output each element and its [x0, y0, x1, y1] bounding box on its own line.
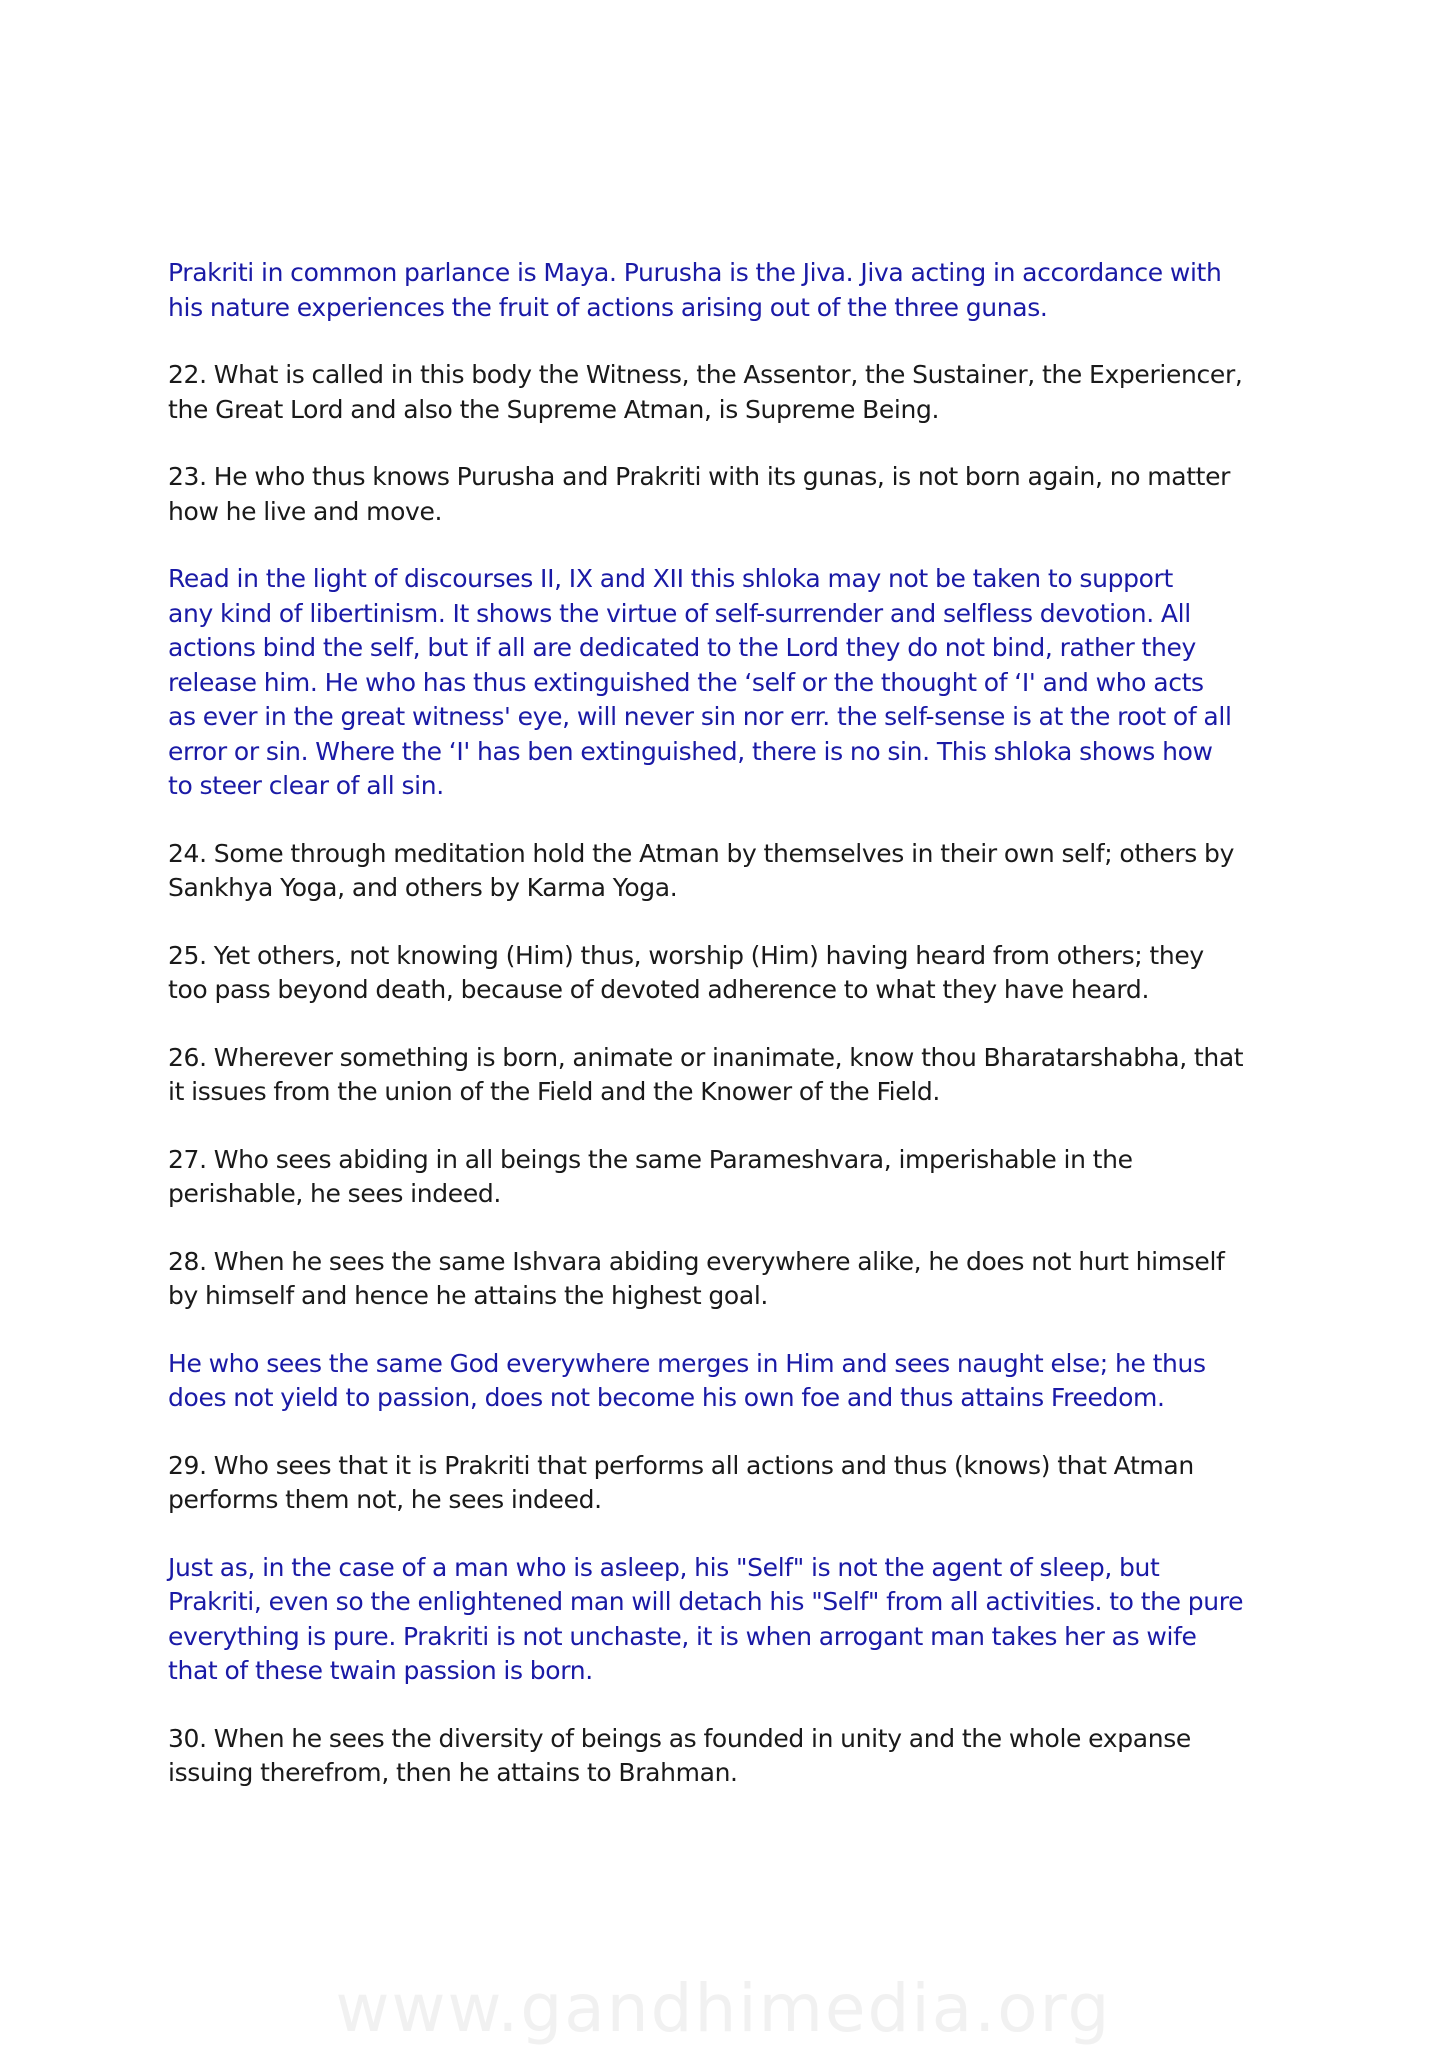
verse-25: 25. Yet others, not knowing (Him) thus, worship (Him) having heard from others; they too pass beyond death, because of devoted adherence to what they have heard.	[168, 940, 1204, 1004]
verse-28: 28. When he sees the same Ishvara abiding everywhere alike, he does not hurt himself by himself and hence he attains the highest goal.	[168, 1246, 1225, 1310]
verse-30: 30. When he sees the diversity of beings as founded in unity and the whole expanse issuing therefrom, then he attains to Brahman.	[168, 1723, 1191, 1787]
verse-22: 22. What is called in this body the Witness, the Assentor, the Sustainer, the Experiencer, the Great Lord and also the Supreme Atman, is Supreme Being.	[168, 360, 1243, 424]
verse-24: 24. Some through meditation hold the Atman by themselves in their own self; others by Sankhya Yoga, and others by Karma Yoga.	[168, 838, 1235, 902]
page-body	[168, 256, 1298, 1824]
commentary-paragraph: Read in the light of discourses II, IX and XII this shloka may not be taken to support any kind of libertinism. It shows the virtue of self-surrender and selfless devotion. All actions bind the self, but if all are dedicated to the Lord they do not bind, rather they release him. He who has thus extinguished the ‘self or the thought of ‘I' and who acts as ever in the great witness' eye, will never sin nor err. the self-sense is at the root of all error or sin. Where the ‘I' has ben extinguished, there is no sin. This shloka shows how to steer clear of all sin.	[168, 564, 1232, 800]
verse-23: 23. He who thus knows Purusha and Prakriti with its gunas, is not born again, no matter how he live and move.	[168, 462, 1231, 526]
commentary-paragraph: He who sees the same God everywhere merges in Him and sees naught else; he thus does not yield to passion, does not become his own foe and thus attains Freedom.	[168, 1348, 1206, 1412]
verse-27: 27. Who sees abiding in all beings the same Parameshvara, imperishable in the perishable, he sees indeed.	[168, 1144, 1133, 1208]
verse-29: 29. Who sees that it is Prakriti that performs all actions and thus (knows) that Atman performs them not, he sees indeed.	[168, 1450, 1194, 1514]
watermark: www.gandhimedia.org	[335, 1970, 1112, 2047]
verse-26: 26. Wherever something is born, animate or inanimate, know thou Bharatarshabha, that it issues from the union of the Field and the Knower of the Field.	[168, 1042, 1244, 1106]
commentary-paragraph: Just as, in the case of a man who is asleep, his "Self" is not the agent of sleep, but Prakriti, even so the enlightened man will detach his "Self" from all activities. to the pure everything is pure. Prakriti is not unchaste, it is when arrogant man takes her as wife that of these twain passion is born.	[168, 1552, 1244, 1685]
commentary-paragraph: Prakriti in common parlance is Maya. Purusha is the Jiva. Jiva acting in accordance with his nature experiences the fruit of actions arising out of the three gunas.	[168, 258, 1222, 322]
